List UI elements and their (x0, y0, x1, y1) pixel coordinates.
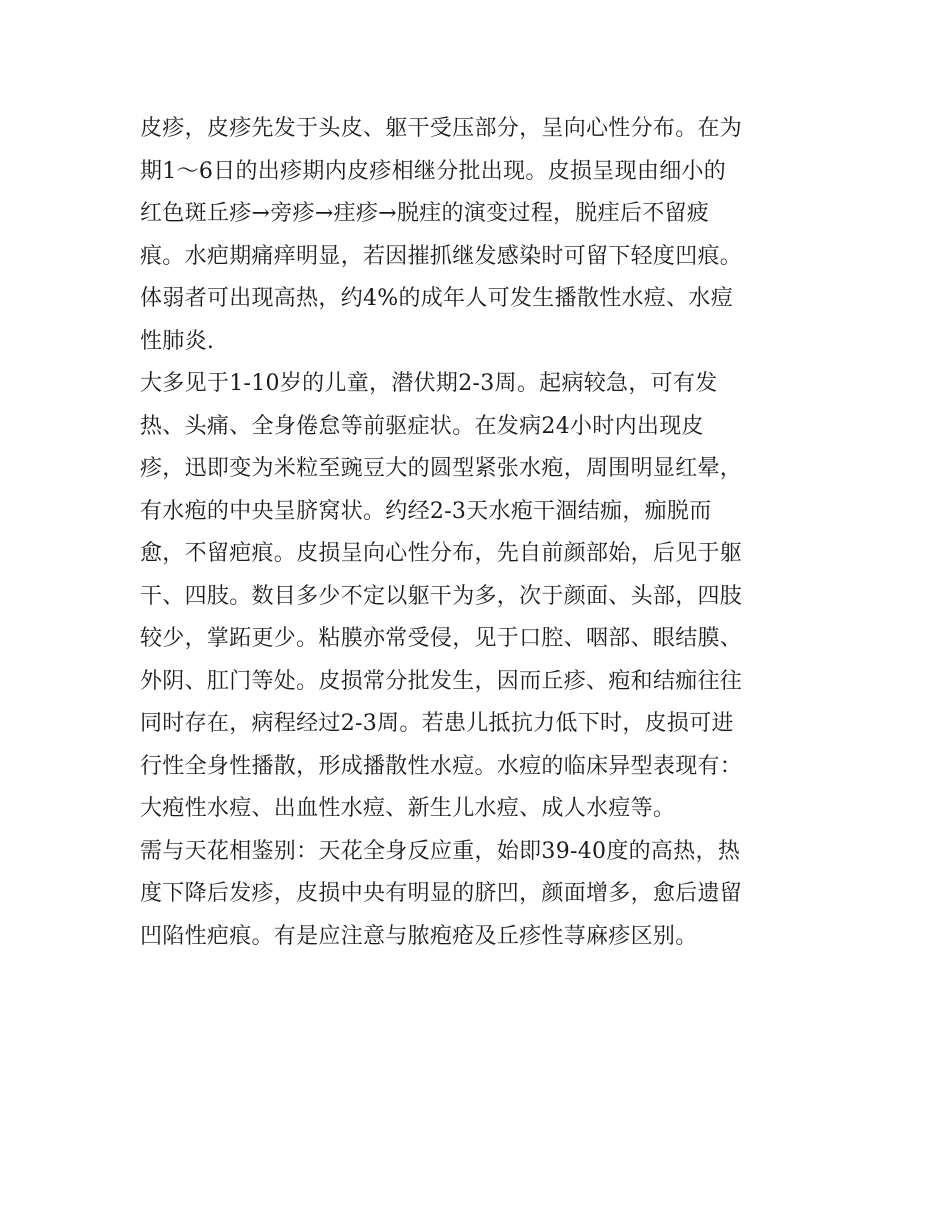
text-line: 同时存在，病程经过2-3周。若患儿抵抗力低下时，皮损可进 (140, 711, 734, 736)
document-body (140, 108, 812, 958)
text-line: 愈，不留疤痕。皮损呈向心性分布，先自前颜部始，后见于躯 (140, 541, 743, 566)
text-line: 大疱性水痘、出血性水痘、新生儿水痘、成人水痘等。 (140, 796, 676, 821)
text-line: 痕。水疤期痛痒明显，若因摧抓继发感染时可留下轻度凹痕。 (140, 243, 743, 269)
text-line: 热、头痛、全身倦怠等前驱症状。在发病24小时内出现皮 (140, 413, 704, 439)
text-line: 干、四肢。数目多少不定以躯干为多，次于颜面、头部，四肢 (140, 583, 743, 609)
text-line: 疹，迅即变为米粒至豌豆大的圆型紧张水疱，周围明显红晕， (140, 456, 743, 481)
text-line: 凹陷性疤痕。有是应注意与脓疱疮及丘疹性荨麻疹区别。 (140, 923, 698, 949)
text-line: 红色斑丘疹→旁疹→疰疹→脱疰的演变过程，脱疰后不留疲 (140, 201, 710, 226)
text-line: 需与天花相鉴别：天花全身反应重，始即39-40度的高热，热 (140, 838, 741, 864)
paragraph-symptoms (140, 108, 812, 363)
text-line: 度下降后发疹，皮损中央有明显的脐凹，颜面增多，愈后遗留 (140, 881, 743, 906)
text-line: 有水疱的中央呈脐窝状。约经2-3天水疱干涸结痂，痂脱而 (140, 498, 712, 524)
text-line: 期1～6日的出疹期内皮疹相继分批出现。皮损呈现由细小的 (140, 158, 727, 184)
text-line: 较少，掌跖更少。粘膜亦常受侵，见于口腔、咽部、眼结膜、 (140, 626, 743, 651)
text-line: 大多见于1-10岁的儿童，潜伏期2-3周。起病较急，可有发 (140, 371, 718, 396)
paragraph-clinical-course (140, 363, 812, 831)
text-line: 性肺炎. (140, 328, 215, 354)
text-line: 皮疹，皮疹先发于头皮、躯干受压部分，呈向心性分布。在为 (140, 116, 743, 141)
text-line: 外阴、肛门等处。皮损常分批发生，因而丘疹、疱和结痂往往 (140, 668, 743, 694)
paragraph-differential-diagnosis (140, 831, 812, 959)
text-line: 体弱者可出现高热，约4%的成年人可发生播散性水痘、水痘 (140, 286, 734, 311)
text-line: 行性全身性播散，形成播散性水痘。水痘的临床异型表现有： (140, 753, 743, 779)
